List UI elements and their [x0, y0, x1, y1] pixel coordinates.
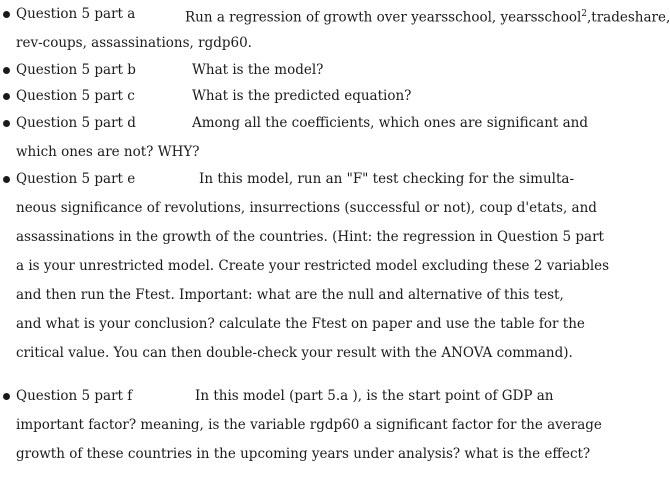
question-text-line: neous significance of revolutions, insurrections (successful or not), coup d'etats, and: [16, 200, 597, 216]
question-text-line: and what is your conclusion? calculate the Ftest on paper and use the table for the: [16, 316, 585, 332]
question-text: Among all the coefficients, which ones are significant and: [192, 115, 589, 131]
superscript: 2: [581, 9, 588, 19]
question-text-part: Run a regression of growth over yearsschool, yearsschool: [185, 9, 582, 26]
bullet-icon: [3, 393, 10, 400]
question-text-line: a is your unrestricted model. Create your restricted model excluding these 2 variables: [16, 258, 610, 274]
question-label: Question 5 part f: [16, 388, 133, 404]
bullet-icon: [3, 93, 10, 100]
question-text-line: growth of these countries in the upcoming years under analysis? what is the effect?: [16, 446, 591, 462]
question-text: In this model (part 5.a ), is the start point of GDP an: [195, 388, 554, 404]
question-text-line: important factor? meaning, is the variable rgdp60 a significant factor for the average: [16, 417, 602, 433]
question-text: What is the predicted equation?: [192, 88, 412, 104]
question-text: [185, 5, 670, 27]
question-label: Question 5 part a: [16, 6, 136, 22]
question-label: Question 5 part e: [16, 171, 136, 187]
question-label: Question 5 part d: [16, 115, 136, 131]
bullet-icon: [3, 11, 10, 18]
question-text-line: critical value. You can then double-check your result with the ANOVA command).: [16, 345, 573, 361]
bullet-icon: [3, 120, 10, 127]
question-text: What is the model?: [192, 62, 324, 78]
bullet-icon: [3, 176, 10, 183]
question-text-part: ,tradeshare,: [587, 9, 670, 26]
bullet-icon: [3, 67, 10, 74]
question-text-line: assassinations in the growth of the countries. (Hint: the regression in Question 5 part: [16, 229, 604, 245]
question-label: Question 5 part b: [16, 62, 136, 78]
question-text-line: and then run the Ftest. Important: what are the null and alternative of this test,: [16, 287, 564, 303]
question-text-line: rev-coups, assassinations, rgdp60.: [16, 35, 252, 51]
question-label: Question 5 part c: [16, 88, 135, 104]
question-text: In this model, run an "F" test checking for the simulta-: [199, 171, 575, 187]
question-text-line: which ones are not? WHY?: [16, 144, 200, 160]
